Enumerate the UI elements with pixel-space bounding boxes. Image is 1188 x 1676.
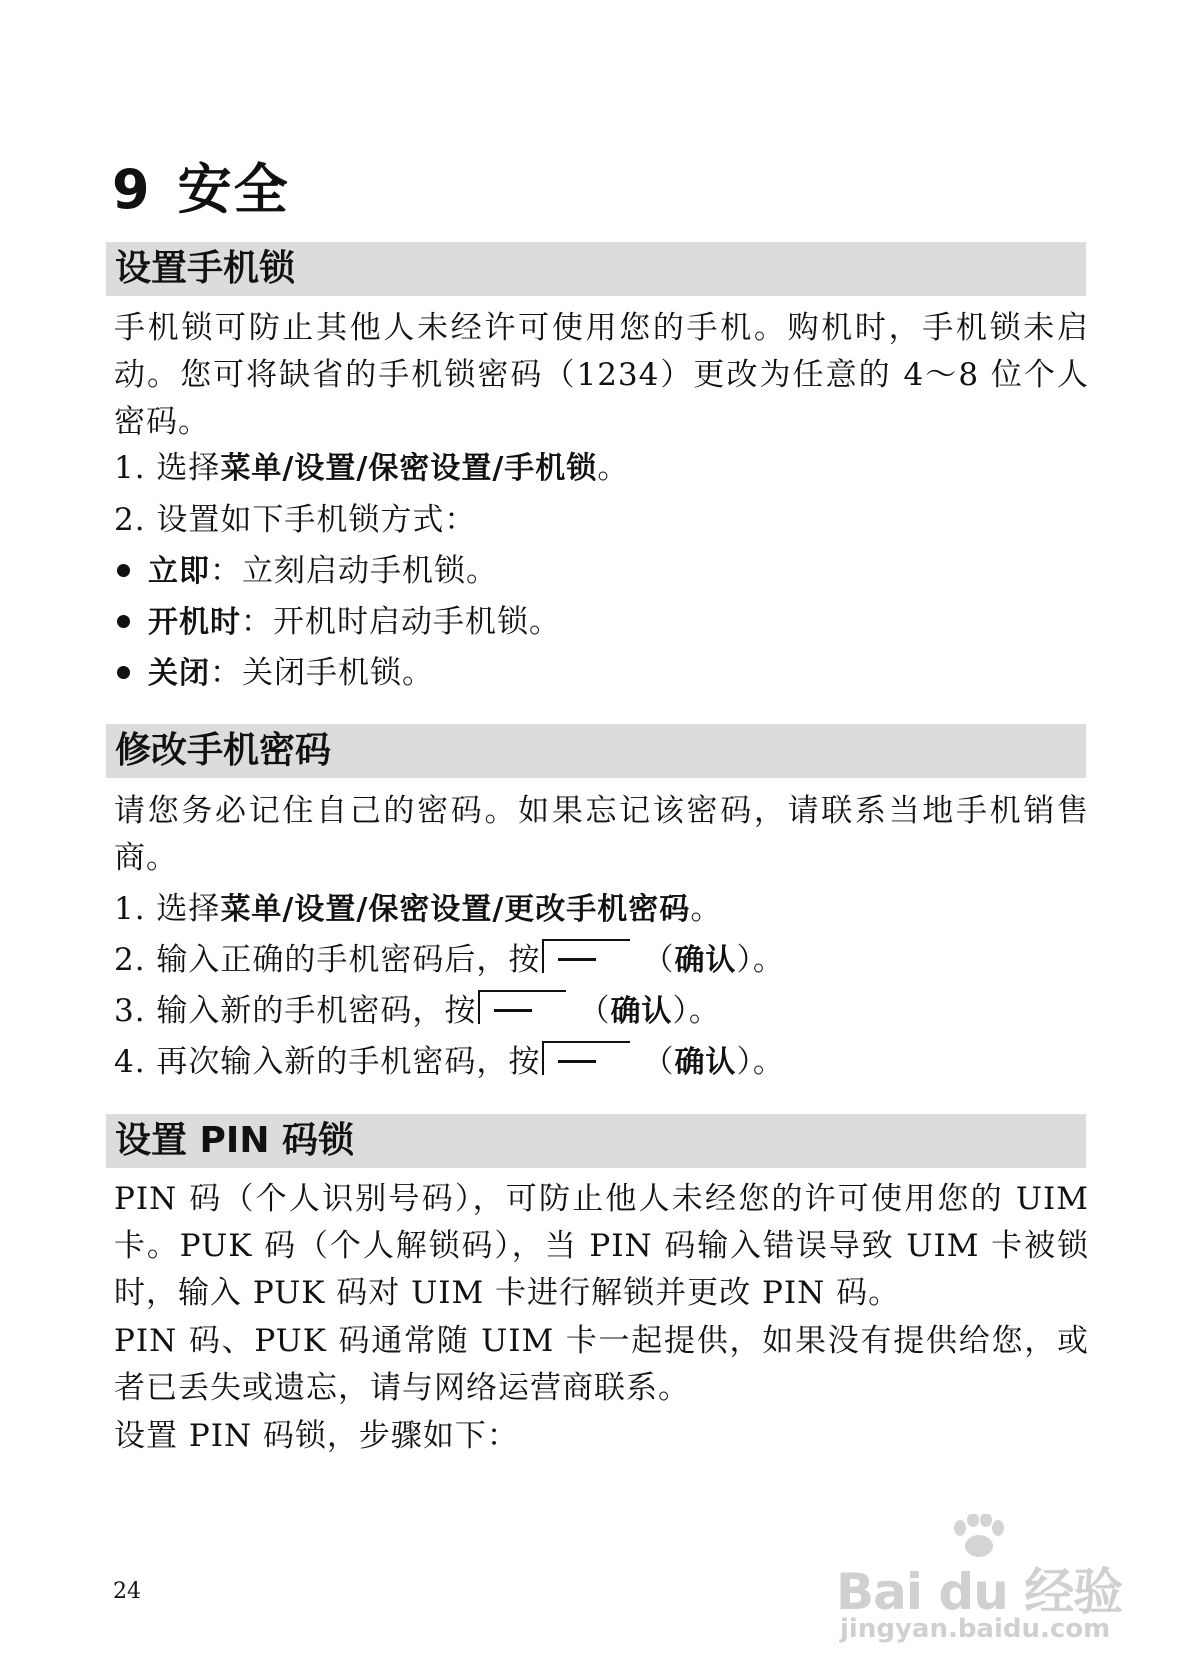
step-text: 4. 再次输入新的手机密码，按 [114,1044,541,1080]
bullet-item-immediate [114,548,498,595]
bullet-text: ：开机时启动手机锁。 [241,604,561,640]
softkey-icon [478,990,566,1024]
pin-lock-para-3: 设置 PIN 码锁，步骤如下： [114,1418,519,1454]
change-password-intro: 请您务必记住自己的密码。如果忘记该密码，请联系当地手机销售商。 [114,793,1089,876]
softkey-icon [542,939,630,973]
paren-open: （ [642,942,675,978]
phone-lock-intro: 手机锁可防止其他人未经许可使用您的手机。购机时，手机锁未启动。您可将缺省的手机锁密码（1234）更改为任意的 4～8 位个人密码。 [114,310,1089,440]
confirm-label: 确认 [674,943,737,978]
chapter-title [112,150,290,230]
pin-lock-para-1: PIN 码（个人识别号码），可防止他人未经您的许可使用您的 UIM 卡。PUK 码（个人解锁码），当 PIN 码输入错误导致 UIM 卡被锁时，输入 PUK 码对 UIM 卡进行解锁并更改 PIN 码。 [114,1181,1089,1311]
bullet-text: ：关闭手机锁。 [210,655,434,691]
bullet-item-power-on [114,599,561,646]
change-password-step-3 [114,988,721,1035]
pin-lock-para-2: PIN 码、PUK 码通常随 UIM 卡一起提供，如果没有提供给您，或者已丢失或遗忘，请与网络运营商联系。 [114,1323,1089,1406]
section-heading-pin-lock: 设置 PIN 码锁 [106,1114,1086,1168]
paren-close: ）。 [736,1044,785,1080]
section-heading-change-password: 修改手机密码 [106,724,1086,778]
bullet-dot [117,615,130,628]
bullet-label: 关闭 [148,656,210,691]
phone-lock-step-2: 2. 设置如下手机锁方式： [114,502,477,538]
bullet-label: 开机时 [148,605,241,640]
step-suffix: 。 [597,450,630,486]
bullet-text: ：立刻启动手机锁。 [210,553,498,589]
step-text: 3. 输入新的手机密码，按 [114,993,477,1029]
paren-close: ）。 [672,993,721,1029]
chapter-title-text: 安全 [177,158,290,221]
phone-lock-step-1 [114,445,629,492]
menu-path: 菜单/设置/保密设置/手机锁 [220,451,598,486]
section-heading-phone-lock: 设置手机锁 [106,242,1086,296]
softkey-icon [542,1041,630,1075]
menu-path: 菜单/设置/保密设置/更改手机密码 [220,892,691,927]
page-number: 24 [113,1579,141,1604]
step-prefix: 1. 选择 [114,450,221,486]
change-password-step-4 [114,1039,785,1086]
bullet-label: 立即 [148,554,210,589]
watermark-logo: Bai du 经验 [836,1563,1123,1621]
bullet-dot [117,666,130,679]
step-prefix: 1. 选择 [114,891,221,927]
paren-close: ）。 [736,942,785,978]
confirm-label: 确认 [674,1045,737,1080]
change-password-step-2 [114,937,785,984]
bullet-item-off [114,650,434,697]
bullet-dot [117,564,130,577]
change-password-step-1 [114,886,722,933]
chapter-number: 9 [112,158,152,221]
baidu-jingyan-watermark [836,1514,1136,1654]
paren-open: （ [642,1044,675,1080]
step-suffix: 。 [690,891,723,927]
confirm-label: 确认 [610,994,673,1029]
watermark-url: jingyan.baidu.com [840,1614,1111,1644]
paren-open: （ [578,993,611,1029]
step-text: 2. 输入正确的手机密码后，按 [114,942,541,978]
